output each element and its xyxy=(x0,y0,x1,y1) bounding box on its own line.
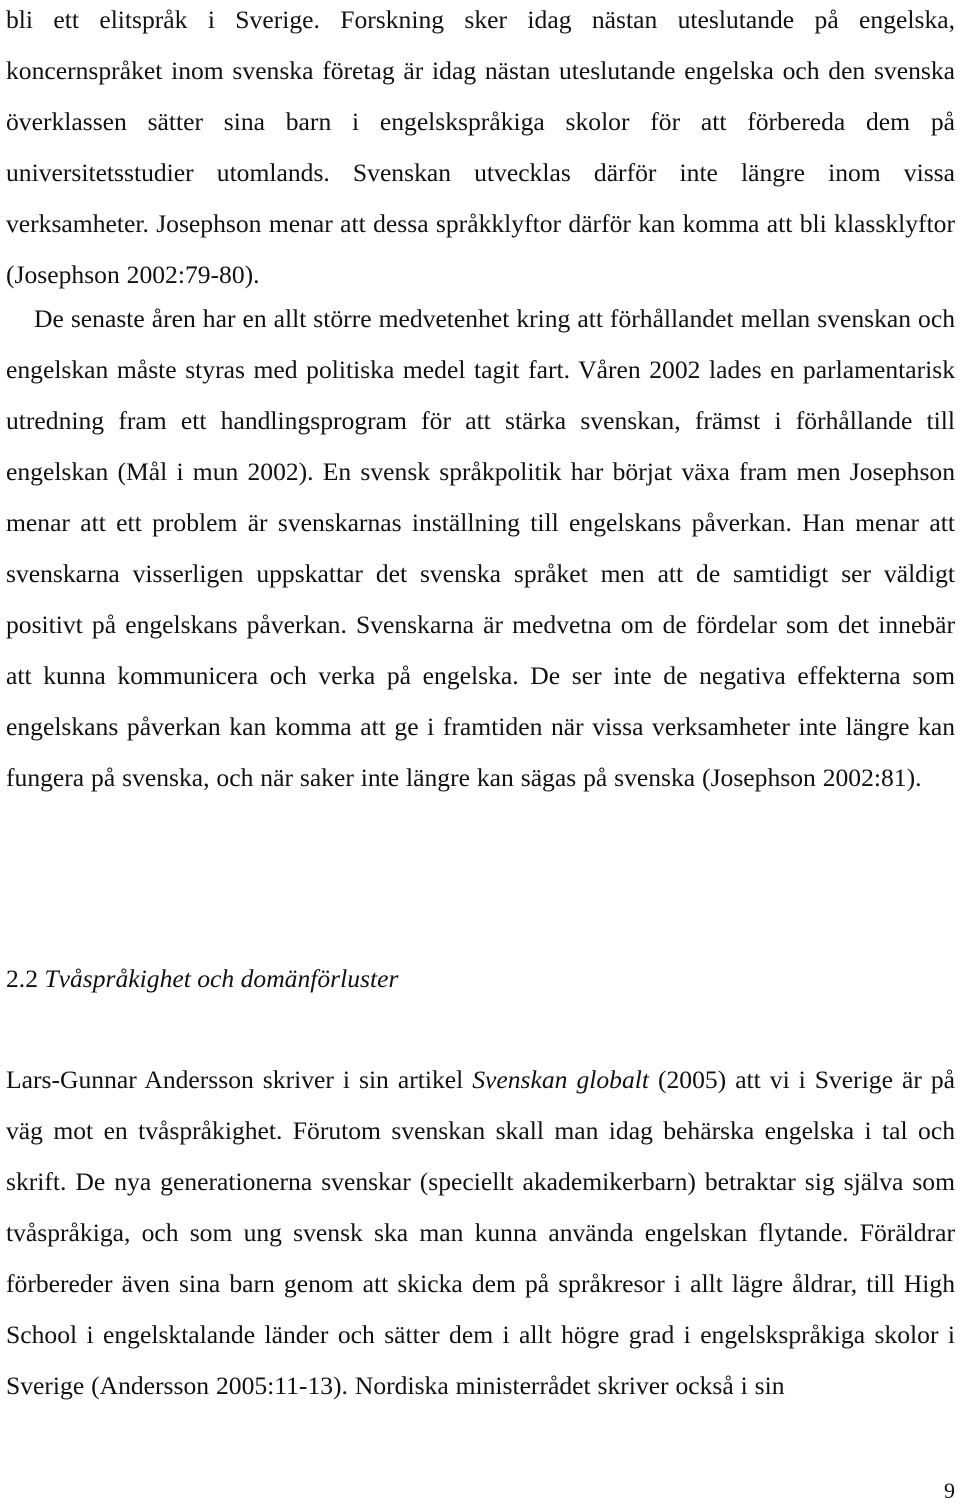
section-number: 2.2 xyxy=(6,964,38,993)
article-title: Svenskan globalt xyxy=(472,1065,649,1094)
paragraph-1: bli ett elitspråk i Sverige. Forskning sker idag nästan uteslutande på engelska, koncernspråket inom svenska företag är idag nästan uteslutande engelska och den svenska överklassen sätter sina barn i engelskspråkiga skolor för att förbereda dem på universitetsstudier utomlands. Svenskan utvecklas därför inte längre inom vissa verksamheter. Josephson menar att dessa språkklyftor därför kan komma att bli klassklyftor (Josephson 2002:79-80). xyxy=(6,5,955,289)
section-heading xyxy=(6,953,955,1004)
paragraph-3 xyxy=(6,1054,955,1411)
section-title: Tvåspråkighet och domänförluster xyxy=(44,964,399,993)
paragraph-3-body: (2005) att vi i Sverige är på väg mot en tvåspråkighet. Förutom svenskan skall man idag behärska engelska i tal och skrift. De nya generationerna svenskar (speciellt akademikerbarn) betraktar sig själva som tvåspråkiga, och som ung svensk ska man kunna använda engelskan flytande. Föräldrar förbereder även sina barn genom att skicka dem på språkresor i allt lägre åldrar, till High School i engelsktalande länder och sätter dem i allt högre grad i engelskspråkiga skolor i Sverige (Andersson 2005:11-13). Nordiska ministerrådet skriver också i sin xyxy=(6,1065,955,1400)
paragraph-2: De senaste åren har en allt större medvetenhet kring att förhållandet mellan svenskan och engelskan måste styras med politiska medel tagit fart. Våren 2002 lades en parlamentarisk utredning fram ett handlingsprogram för att stärka svenskan, främst i förhållande till engelskan (Mål i mun 2002). En svensk språkpolitik har börjat växa fram men Josephson menar att ett problem är svenskarnas inställning till engelskans påverkan. Han menar att svenskarna visserligen uppskattar det svenska språket men att de samtidigt ser väldigt positivt på engelskans påverkan. Svenskarna är medvetna om de fördelar som det innebär att kunna kommunicera och verka på engelska. De ser inte de negativa effekterna som engelskans påverkan kan komma att ge i framtiden när vissa verksamheter inte längre kan fungera på svenska, och när saker inte längre kan sägas på svenska (Josephson 2002:81). xyxy=(6,304,955,792)
page-number: 9 xyxy=(944,1478,955,1503)
paragraph-3-intro: Lars-Gunnar Andersson skriver i sin artikel xyxy=(6,1065,473,1094)
